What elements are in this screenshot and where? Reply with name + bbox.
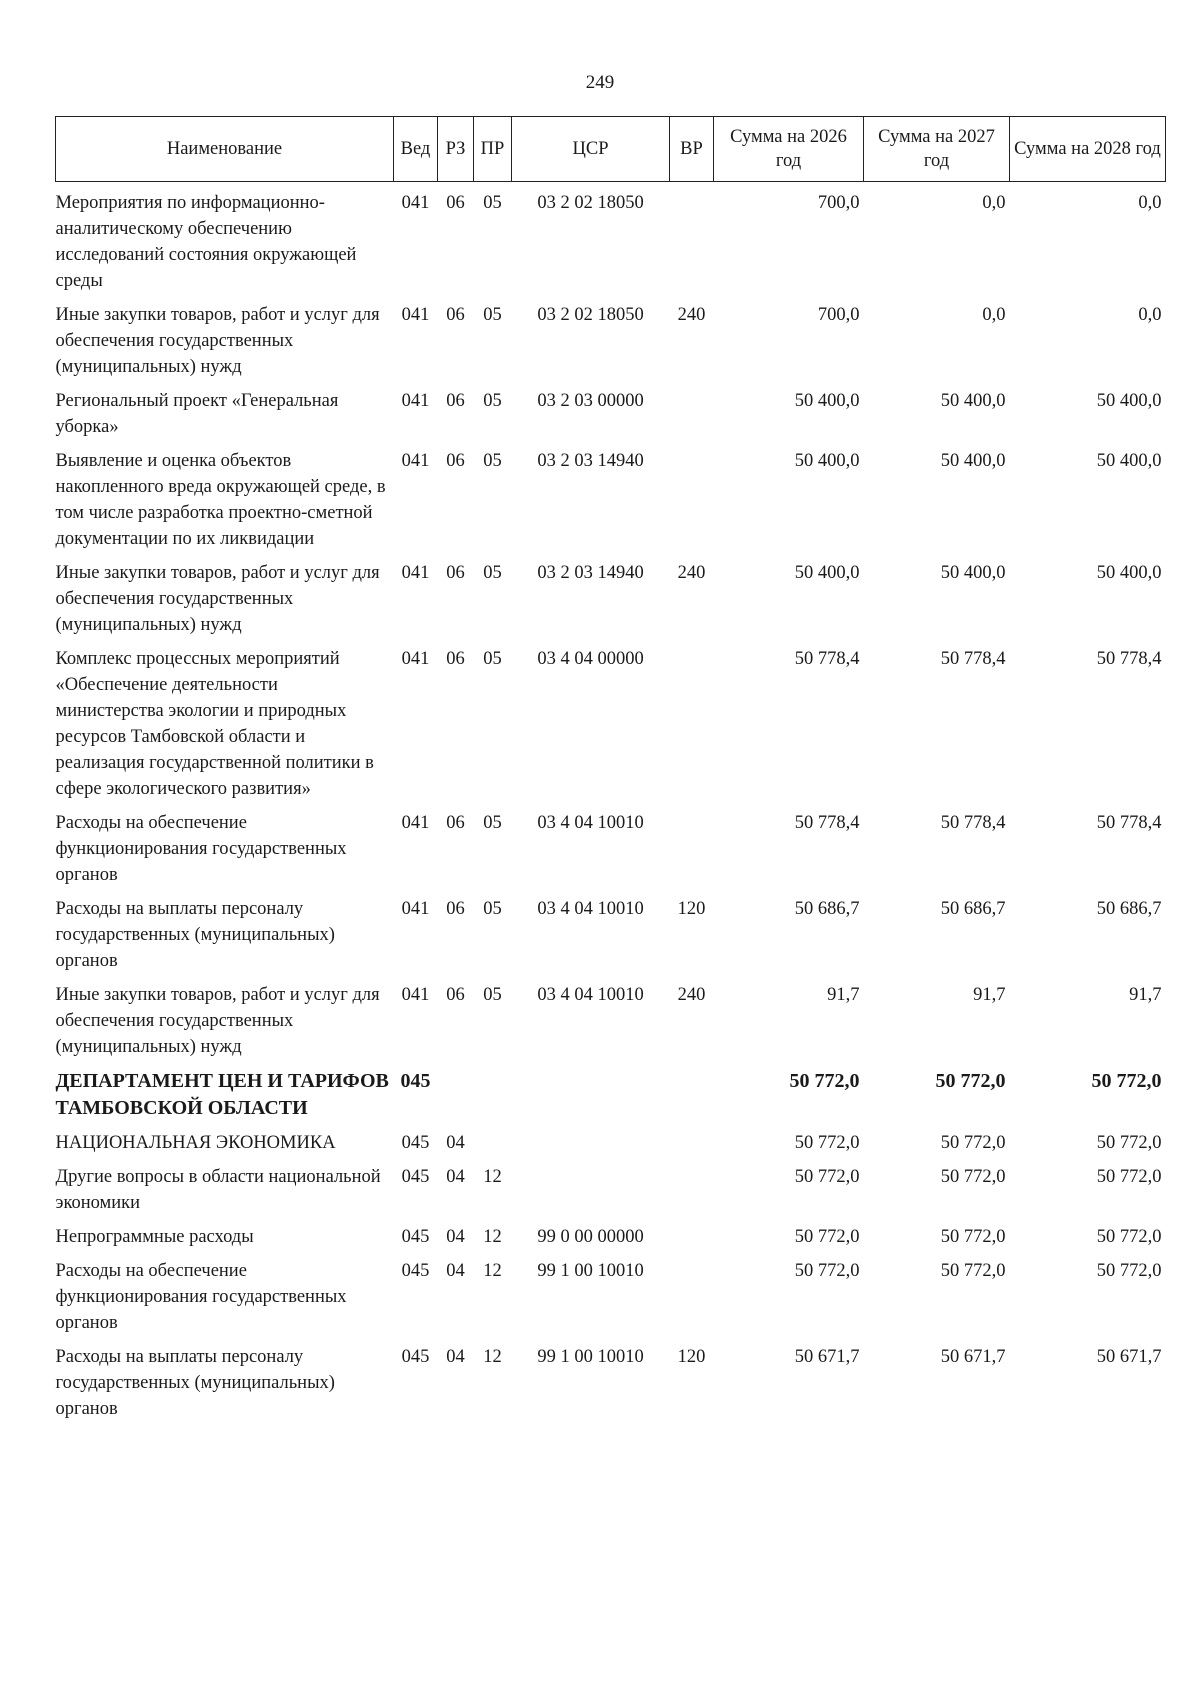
row-sum-2028: 50 686,7 [1096,899,1162,919]
row-vr [670,1060,714,1122]
row-csr: 03 2 03 14940 [537,563,644,583]
row-sum-2027: 0,0 [982,193,1006,213]
row-name: Иные закупки товаров, работ и услуг для обеспечения государственных (муниципальных) нужд [55,985,380,1057]
row-csr: 03 4 04 10010 [537,985,644,1005]
row-name: Иные закупки товаров, работ и услуг для обеспечения государственных (муниципальных) нужд [55,563,380,635]
row-vr [670,1216,714,1250]
row-name: Выявление и оценка объектов накопленного вреда окружающей среде, в том числе разработка проектно-сметной документации по их ликвидации [55,451,386,549]
row-sum-2028: 50 772,0 [1091,1070,1162,1092]
row-sum-2026: 50 772,0 [794,1133,860,1153]
row-name: Расходы на выплаты персоналу государственных (муниципальных) органов [55,1347,335,1419]
row-sum-2026: 50 772,0 [794,1227,860,1247]
header-vr: ВР [670,117,714,182]
row-name: ДЕПАРТАМЕНТ ЦЕН И ТАРИФОВ ТАМБОВСКОЙ ОБЛАСТИ [55,1070,389,1119]
row-ved: 045 [401,1227,430,1247]
row-rz: 04 [446,1227,465,1247]
header-rz: РЗ [438,117,474,182]
header-sum-2027: Сумма на 2027 год [864,117,1010,182]
row-sum-2027: 50 772,0 [940,1261,1006,1281]
row-name: Комплекс процессных мероприятий «Обеспечение деятельности министерства экологии и природных ресурсов Тамбовской области и реализация государственной политики в сфере экологического развития» [55,649,374,799]
header-pr: ПР [474,117,512,182]
row-ved: 045 [400,1070,431,1092]
row-name: Расходы на обеспечение функционирования государственных органов [55,1261,347,1333]
row-pr: 12 [483,1261,502,1281]
row-sum-2027: 50 772,0 [940,1133,1006,1153]
row-rz: 06 [446,899,465,919]
row-sum-2028: 50 772,0 [1096,1133,1162,1153]
row-sum-2026: 50 772,0 [794,1167,860,1187]
table-row [56,1250,1166,1336]
row-pr: 05 [483,451,502,471]
row-pr [474,1122,512,1156]
row-sum-2027: 0,0 [982,305,1006,325]
row-rz: 04 [446,1261,465,1281]
row-ved: 041 [401,985,430,1005]
row-rz: 06 [446,391,465,411]
row-rz: 06 [446,193,465,213]
row-ved: 045 [401,1167,430,1187]
row-sum-2027: 50 400,0 [940,451,1006,471]
row-pr: 05 [483,985,502,1005]
row-sum-2027: 50 686,7 [940,899,1006,919]
page-number: 249 [585,72,615,93]
row-csr: 99 0 00 00000 [537,1227,644,1247]
row-csr: 99 1 00 10010 [537,1347,644,1367]
row-rz: 04 [446,1167,465,1187]
row-csr: 03 2 03 14940 [537,451,644,471]
row-sum-2028: 50 778,4 [1096,813,1162,833]
row-vr [670,802,714,888]
table-row [56,1156,1166,1216]
row-ved: 041 [401,649,430,669]
row-vr [670,638,714,802]
row-ved: 041 [401,563,430,583]
row-name: Расходы на выплаты персоналу государственных (муниципальных) органов [55,899,335,971]
row-vr: 120 [677,899,706,919]
row-csr [512,1060,670,1122]
row-csr: 99 1 00 10010 [537,1261,644,1281]
row-name: Региональный проект «Генеральная уборка» [55,391,339,437]
row-sum-2027: 50 400,0 [940,391,1006,411]
row-sum-2028: 50 400,0 [1096,451,1162,471]
row-rz: 06 [446,563,465,583]
row-rz: 06 [446,451,465,471]
header-csr: ЦСР [512,117,670,182]
row-rz: 04 [446,1133,465,1153]
row-ved: 041 [401,899,430,919]
table-row [56,1336,1166,1422]
table-header [56,117,1166,182]
row-sum-2027: 50 772,0 [940,1227,1006,1247]
row-sum-2026: 91,7 [827,985,860,1005]
table-row [56,440,1166,552]
row-sum-2027: 50 400,0 [940,563,1006,583]
row-rz [438,1060,474,1122]
row-sum-2026: 50 772,0 [789,1070,860,1092]
row-sum-2026: 50 772,0 [794,1261,860,1281]
row-sum-2026: 50 778,4 [794,813,860,833]
row-sum-2028: 50 772,0 [1096,1227,1162,1247]
row-ved: 045 [401,1133,430,1153]
table-row [56,294,1166,380]
row-pr: 05 [483,899,502,919]
row-sum-2028: 50 400,0 [1096,563,1162,583]
row-sum-2026: 50 400,0 [794,563,860,583]
row-name: НАЦИОНАЛЬНАЯ ЭКОНОМИКА [55,1133,336,1153]
row-csr [512,1122,670,1156]
table-row [56,182,1166,295]
row-sum-2028: 50 772,0 [1096,1261,1162,1281]
row-sum-2027: 50 778,4 [940,813,1006,833]
row-pr: 05 [483,563,502,583]
row-ved: 045 [401,1347,430,1367]
table-row [56,1122,1166,1156]
row-rz: 06 [446,305,465,325]
row-sum-2027: 50 671,7 [940,1347,1006,1367]
row-sum-2026: 700,0 [817,305,860,325]
row-sum-2027: 91,7 [973,985,1006,1005]
row-ved: 041 [401,451,430,471]
row-pr: 05 [483,305,502,325]
row-csr: 03 4 04 10010 [537,813,644,833]
row-ved: 041 [401,305,430,325]
row-vr [670,182,714,295]
row-sum-2026: 50 671,7 [794,1347,860,1367]
row-name: Иные закупки товаров, работ и услуг для обеспечения государственных (муниципальных) нужд [55,305,380,377]
row-vr: 240 [677,985,706,1005]
row-vr: 120 [677,1347,706,1367]
row-sum-2028: 50 772,0 [1096,1167,1162,1187]
row-sum-2026: 50 778,4 [794,649,860,669]
row-pr: 12 [483,1167,502,1187]
row-csr: 03 2 02 18050 [537,305,644,325]
row-sum-2028: 50 671,7 [1096,1347,1162,1367]
row-csr [512,1156,670,1216]
row-name: Расходы на обеспечение функционирования государственных органов [55,813,347,885]
row-name: Непрограммные расходы [55,1227,254,1247]
row-sum-2028: 91,7 [1129,985,1162,1005]
row-rz: 06 [446,985,465,1005]
row-pr: 05 [483,649,502,669]
row-sum-2028: 50 778,4 [1096,649,1162,669]
row-vr [670,380,714,440]
row-name: Другие вопросы в области национальной экономики [55,1167,381,1213]
row-csr: 03 4 04 00000 [537,649,644,669]
row-rz: 04 [446,1347,465,1367]
table-row [56,802,1166,888]
row-sum-2028: 50 400,0 [1096,391,1162,411]
row-csr: 03 2 02 18050 [537,193,644,213]
row-pr: 12 [483,1347,502,1367]
row-sum-2028: 0,0 [1138,193,1162,213]
row-ved: 045 [401,1261,430,1281]
row-rz: 06 [446,649,465,669]
row-name: Мероприятия по информационно-аналитическому обеспечению исследований состояния окружающей среды [55,193,357,291]
table-row [56,552,1166,638]
row-csr: 03 4 04 10010 [537,899,644,919]
header-name: Наименование [56,117,394,182]
budget-table [55,116,1166,1422]
row-pr: 12 [483,1227,502,1247]
row-sum-2026: 700,0 [817,193,860,213]
row-vr [670,1250,714,1336]
row-csr: 03 2 03 00000 [537,391,644,411]
row-sum-2026: 50 686,7 [794,899,860,919]
row-sum-2027: 50 778,4 [940,649,1006,669]
row-vr: 240 [677,563,706,583]
row-rz: 06 [446,813,465,833]
header-ved: Вед [394,117,438,182]
row-sum-2027: 50 772,0 [935,1070,1006,1092]
row-sum-2026: 50 400,0 [794,391,860,411]
row-sum-2027: 50 772,0 [940,1167,1006,1187]
row-sum-2028: 0,0 [1138,305,1162,325]
table-row [56,974,1166,1060]
row-vr [670,1156,714,1216]
header-sum-2028: Сумма на 2028 год [1010,117,1166,182]
row-ved: 041 [401,391,430,411]
row-vr: 240 [677,305,706,325]
row-ved: 041 [401,193,430,213]
row-pr [474,1060,512,1122]
row-pr: 05 [483,193,502,213]
header-sum-2026: Сумма на 2026 год [714,117,864,182]
table-body [56,182,1166,1423]
row-pr: 05 [483,813,502,833]
table-row [56,380,1166,440]
row-ved: 041 [401,813,430,833]
row-sum-2026: 50 400,0 [794,451,860,471]
table-row [56,1216,1166,1250]
table-row-department [56,1060,1166,1122]
table-row [56,638,1166,802]
row-vr [670,440,714,552]
table-row [56,888,1166,974]
row-pr: 05 [483,391,502,411]
row-vr [670,1122,714,1156]
